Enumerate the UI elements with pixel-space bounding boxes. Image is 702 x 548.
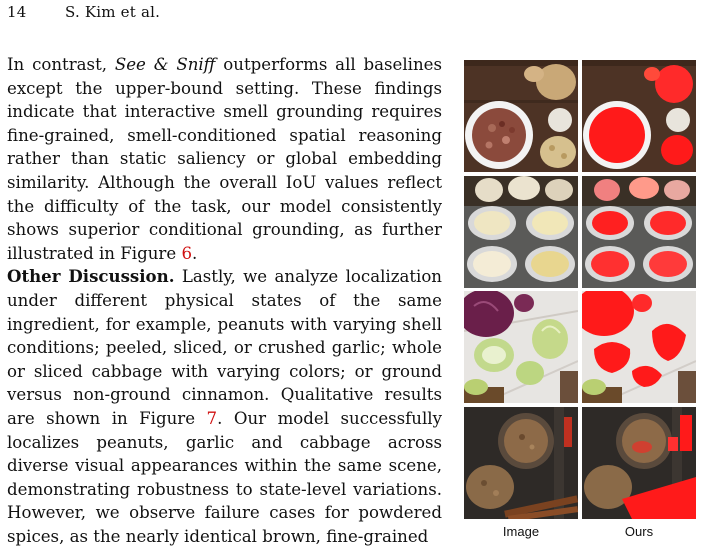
method-name: See & Sniff (114, 55, 216, 74)
figure-row-peanuts (464, 60, 696, 172)
figure-grid (464, 60, 696, 522)
figure-row-garlic (464, 176, 696, 288)
figure-row-cinnamon (464, 407, 696, 519)
page-number: 14 (7, 3, 27, 21)
paragraph-heading: Other Discussion. (7, 266, 175, 287)
mask-garlic (582, 176, 696, 288)
running-header (7, 3, 160, 21)
figure-row-cabbage (464, 291, 696, 403)
caption-ours: Ours (624, 524, 654, 539)
image-cabbage (464, 291, 578, 403)
body-text (7, 53, 442, 548)
mask-cabbage (582, 291, 696, 403)
paragraph-other-discussion: Other Discussion. Lastly, we analyze localization under different physical states of the same ingredient, for example, peanuts with varying shell conditions; peeled, sliced, or crushed garlic; whole or sliced cabbage with varying colors; or ground versus non-ground cinnamon. Qualitative results are shown in Figure 7. Our model successfully localizes peanuts, garlic and cabbage across diverse visual appearances within the same scene, demonstrating robustness to state-level variations. However, we observe failure cases for powdered spices, as the nearly identical brown, fine-grained (7, 266, 442, 546)
running-title: S. Kim et al. (65, 3, 161, 21)
image-cinnamon (464, 407, 578, 519)
mask-peanuts (582, 60, 696, 172)
mask-cinnamon (582, 407, 696, 519)
figure-ref-6[interactable]: 6 (181, 243, 192, 263)
paragraph-contrast: In contrast, See & Sniff outperforms all baselines except the upper-bound setting. These findings indicate that interactive smell grounding requires fine-grained, smell-conditioned spatial reasoning rather than static saliency or global embedding similarity. Although the overall IoU values reflect the difficulty of the task, our model consistently shows superior conditional grounding, as further illustrated in Figure 6. (7, 55, 443, 263)
caption-image: Image (502, 524, 540, 539)
image-garlic (464, 176, 578, 288)
figure-ref-7[interactable]: 7 (206, 408, 218, 428)
image-peanuts (464, 60, 578, 172)
figure-captions (464, 524, 696, 539)
